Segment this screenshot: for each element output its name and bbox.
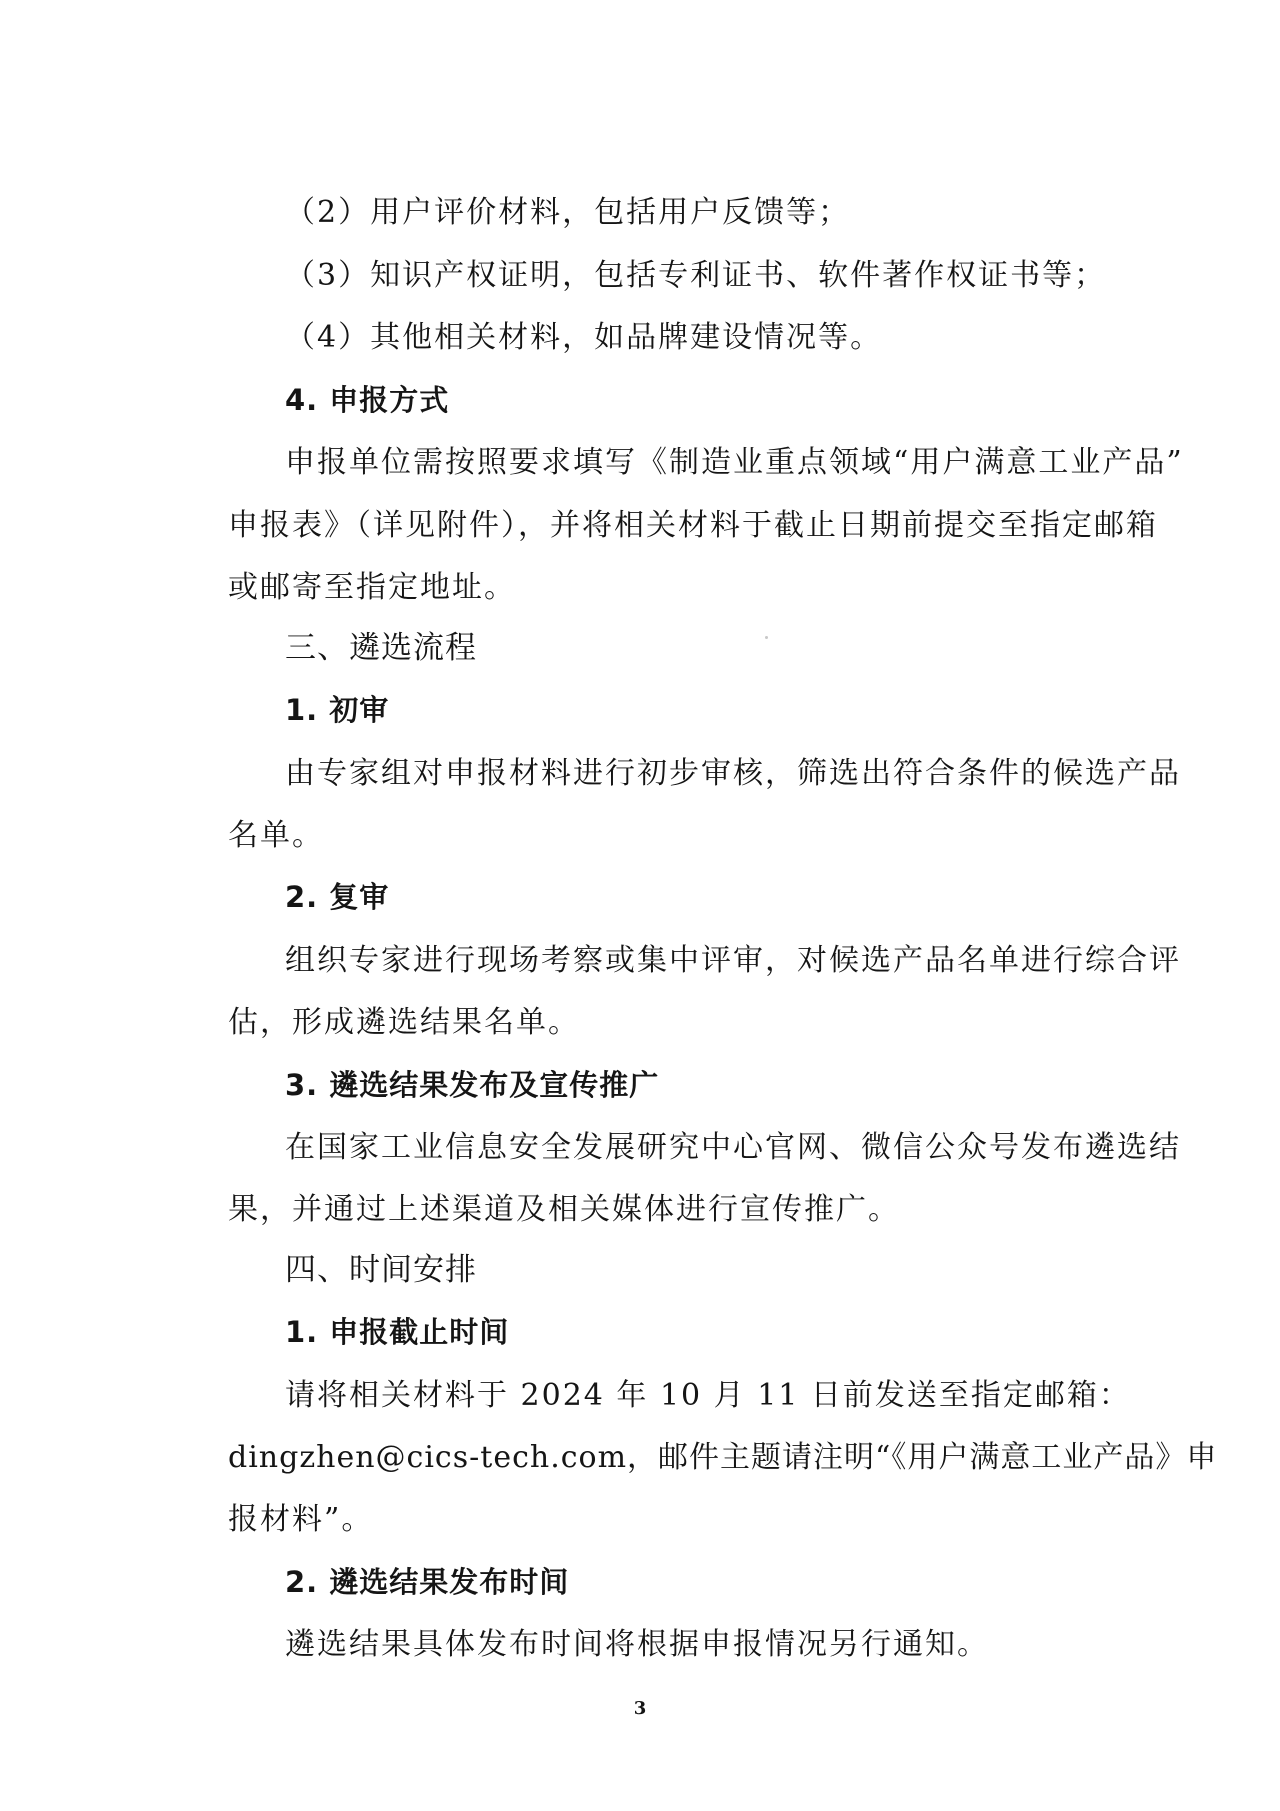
paragraph-line: 估，形成遴选结果名单。 <box>228 1005 580 1040</box>
paragraph-line: 请将相关材料于 2024 年 10 月 11 日前发送至指定邮箱： <box>285 1378 1131 1413</box>
paragraph-line: 组织专家进行现场考察或集中评审，对候选产品名单进行综合评 <box>285 943 1181 978</box>
subheading-initial-review: 1. 初审 <box>285 693 390 727</box>
paragraph-line: 申报表》（详见附件），并将相关材料于截止日期前提交至指定邮箱 <box>228 508 1158 543</box>
paragraph-line: 申报单位需按照要求填写《制造业重点领域“用户满意工业产品” <box>285 445 1184 480</box>
subheading-second-review: 2. 复审 <box>285 880 390 914</box>
subheading-results-publicity: 3. 遴选结果发布及宣传推广 <box>285 1068 660 1102</box>
paragraph-line: 名单。 <box>228 818 324 853</box>
section-heading-schedule: 四、时间安排 <box>285 1252 477 1288</box>
list-item-ip-proof: （3）知识产权证明，包括专利证书、软件著作权证书等； <box>285 258 1107 293</box>
scan-speck <box>765 636 768 639</box>
subheading-deadline: 1. 申报截止时间 <box>285 1315 510 1349</box>
paragraph-line: 或邮寄至指定地址。 <box>228 570 516 605</box>
paragraph-line: 在国家工业信息安全发展研究中心官网、微信公众号发布遴选结 <box>285 1130 1181 1165</box>
paragraph-line: 遴选结果具体发布时间将根据申报情况另行通知。 <box>285 1627 989 1662</box>
list-item-user-evaluation: （2）用户评价材料，包括用户反馈等； <box>285 195 851 230</box>
paragraph-line: 由专家组对申报材料进行初步审核，筛选出符合条件的候选产品 <box>285 756 1181 791</box>
paragraph-line-email: dingzhen@cics-tech.com，邮件主题请注明“《用户满意工业产品》申 <box>228 1440 1218 1475</box>
paragraph-line: 果，并通过上述渠道及相关媒体进行宣传推广。 <box>228 1192 900 1227</box>
page-number: 3 <box>633 1698 647 1719</box>
subheading-results-date: 2. 遴选结果发布时间 <box>285 1565 570 1599</box>
list-item-other-materials: （4）其他相关材料，如品牌建设情况等。 <box>285 320 883 355</box>
section-heading-selection-process: 三、遴选流程 <box>285 630 477 666</box>
subheading-application-method: 4. 申报方式 <box>285 383 450 417</box>
paragraph-line: 报材料”。 <box>228 1502 374 1537</box>
